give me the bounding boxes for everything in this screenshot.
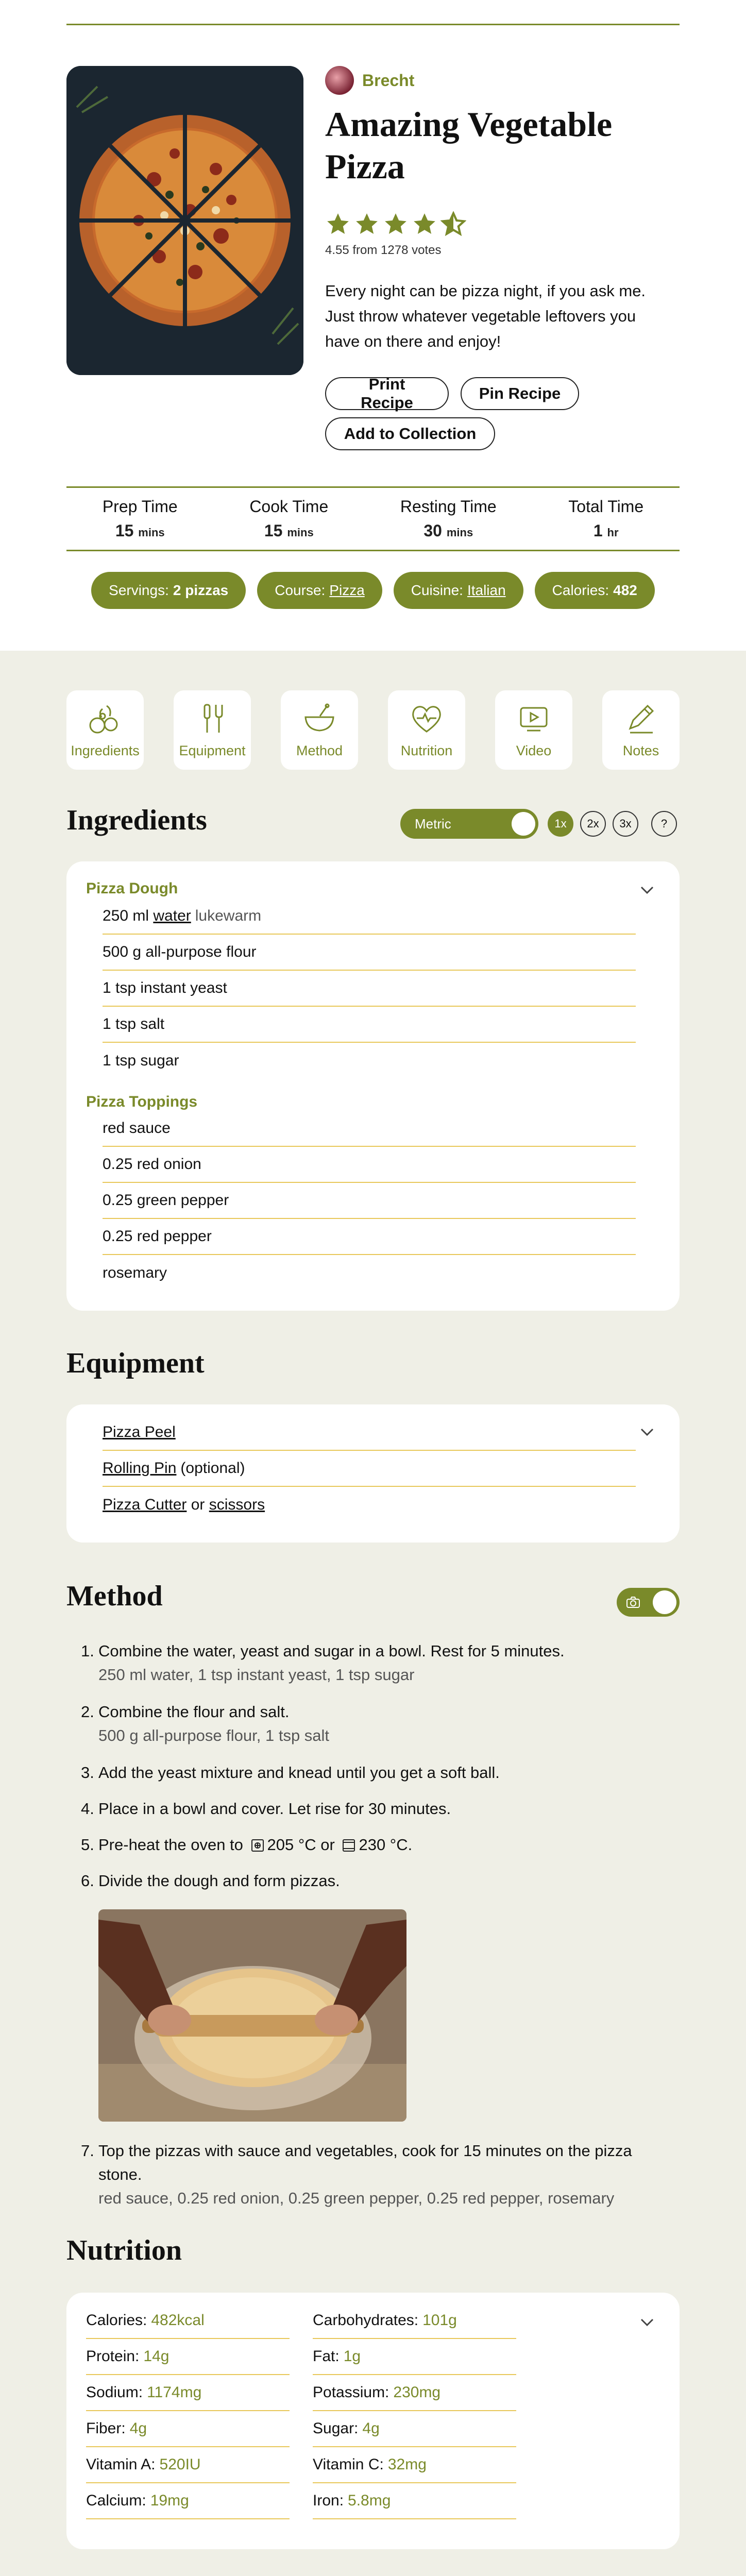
unit-toggle-label: Metric — [415, 816, 451, 832]
multiplier-2x-button[interactable]: 2x — [580, 811, 606, 837]
recipe-times — [66, 486, 680, 551]
time-label: Cook Time — [249, 497, 329, 516]
nutrition-item: Iron: 5.8mg — [313, 2483, 516, 2519]
nutrition-card — [66, 2293, 680, 2549]
time-label: Total Time — [568, 497, 644, 516]
star-icon[interactable] — [325, 211, 351, 237]
oven-conventional-icon — [342, 1839, 355, 1852]
nutrition-item: Fiber: 4g — [86, 2411, 290, 2447]
bowl-icon — [301, 702, 337, 736]
tab-method[interactable] — [281, 690, 358, 770]
equipment-card — [66, 1404, 680, 1543]
ingredient-row: 1 tsp instant yeast — [103, 971, 636, 1007]
time-unit: mins — [446, 526, 473, 539]
equipment-row: Rolling Pin (optional) — [103, 1451, 636, 1487]
course-link[interactable]: Pizza — [329, 582, 365, 598]
nutrition-item: Carbohydrates: 101g — [313, 2303, 516, 2339]
oven-fan-icon — [251, 1839, 264, 1852]
star-icon[interactable] — [383, 211, 409, 237]
star-half-icon[interactable] — [440, 211, 466, 237]
step-ingredients: red sauce, 0.25 red onion, 0.25 green pepper, 0.25 red pepper, rosemary — [98, 2189, 615, 2207]
equipment-link[interactable]: Pizza Peel — [103, 1423, 176, 1440]
top-divider — [66, 24, 680, 25]
author-byline — [325, 66, 414, 95]
ingredients-heading: Ingredients — [66, 804, 207, 836]
ingredient-row: 0.25 red onion — [103, 1147, 636, 1183]
nutrition-item: Vitamin C: 32mg — [313, 2447, 516, 2483]
ingredient-group-title: Pizza Toppings — [86, 1093, 198, 1110]
utensils-icon — [194, 702, 230, 736]
nutrition-item: Sugar: 4g — [313, 2411, 516, 2447]
equipment-row — [103, 1415, 636, 1451]
star-icon[interactable] — [412, 211, 437, 237]
time-unit: mins — [287, 526, 314, 539]
tab-label: Ingredients — [71, 742, 140, 758]
ingredient-row: rosemary — [103, 1264, 167, 1281]
ingredients-card — [66, 861, 680, 1311]
tab-label: Method — [296, 742, 343, 758]
step-ingredients: 250 ml water, 1 tsp instant yeast, 1 tsp sugar — [98, 1666, 415, 1684]
nutrition-item: Potassium: 230mg — [313, 2375, 516, 2411]
tab-ingredients[interactable] — [66, 690, 144, 770]
prep-time — [103, 497, 178, 540]
step-ingredients: 500 g all-purpose flour, 1 tsp salt — [98, 1726, 330, 1744]
pin-recipe-button[interactable]: Pin Recipe — [461, 377, 579, 410]
ingredient-row: 500 g all-purpose flour — [103, 935, 636, 971]
time-value: 15 — [115, 521, 134, 540]
ingredient-group-title: Pizza Dough — [86, 880, 178, 897]
recipe-description: Every night can be pizza night, if you ask me. Just throw whatever vegetable leftovers you have on there and enjoy! — [325, 282, 646, 350]
time-label: Prep Time — [102, 497, 178, 516]
equipment-heading: Equipment — [66, 1347, 205, 1379]
heart-pulse-icon — [409, 702, 445, 736]
author-avatar[interactable] — [325, 66, 354, 95]
total-time — [568, 497, 643, 540]
print-recipe-button[interactable]: Print Recipe — [325, 377, 449, 410]
recipe-meta — [66, 572, 680, 609]
ingredients-icon — [87, 702, 123, 736]
tab-label: Video — [516, 742, 552, 758]
tab-label: Equipment — [179, 742, 246, 758]
nutrition-item: Calories: 482kcal — [86, 2303, 290, 2339]
nutrition-item: Sodium: 1174mg — [86, 2375, 290, 2411]
ingredient-row: 250 ml water lukewarm — [103, 899, 636, 935]
time-label: Resting Time — [400, 497, 497, 516]
nutrition-item: Protein: 14g — [86, 2339, 290, 2375]
chevron-down-icon[interactable] — [639, 885, 655, 895]
section-nav — [66, 690, 680, 770]
star-icon[interactable] — [354, 211, 380, 237]
tab-nutrition[interactable] — [388, 690, 465, 770]
time-value: 1 — [593, 521, 603, 540]
cook-time — [249, 497, 328, 540]
calories-pill: Calories: 482 — [535, 572, 655, 609]
ingredient-link[interactable]: water — [153, 907, 191, 924]
pizza-photo — [66, 66, 303, 375]
method-heading: Method — [66, 1580, 163, 1612]
multiplier-help-button[interactable]: ? — [651, 811, 677, 837]
ingredient-row: 0.25 red pepper — [103, 1219, 636, 1255]
nutrition-heading: Nutrition — [66, 2234, 182, 2266]
cuisine-link[interactable]: Italian — [467, 582, 506, 598]
multiplier-3x-button[interactable]: 3x — [613, 811, 638, 837]
equipment-link[interactable]: scissors — [209, 1496, 265, 1513]
video-icon — [516, 702, 552, 736]
servings-pill[interactable]: Servings: 2 pizzas — [91, 572, 246, 609]
equipment-row: Pizza Cutter or scissors — [103, 1496, 265, 1513]
rating-votes: 4.55 from 1278 votes — [325, 243, 442, 257]
unit-system-toggle[interactable] — [400, 809, 538, 839]
dough-rolling-photo — [98, 1909, 406, 2122]
tab-label: Notes — [622, 742, 659, 758]
time-unit: hr — [607, 526, 619, 539]
nutrition-item: Calcium: 19mg — [86, 2483, 290, 2519]
nutrition-item: Vitamin A: 520IU — [86, 2447, 290, 2483]
tab-video[interactable] — [495, 690, 572, 770]
equipment-link[interactable]: Rolling Pin — [103, 1460, 177, 1477]
chevron-down-icon[interactable] — [639, 1427, 655, 1437]
tab-notes[interactable] — [602, 690, 680, 770]
time-value: 30 — [423, 521, 442, 540]
resting-time — [400, 497, 497, 540]
nutrition-item: Fat: 1g — [313, 2339, 516, 2375]
equipment-link[interactable]: Pizza Cutter — [103, 1496, 187, 1513]
servings-value[interactable]: 2 pizzas — [173, 582, 229, 598]
time-value: 15 — [264, 521, 283, 540]
camera-icon — [626, 1596, 640, 1608]
ingredient-row: 1 tsp sugar — [103, 1052, 179, 1069]
ingredient-row: red sauce — [103, 1111, 636, 1147]
recipe-title: Amazing Vegetable Pizza — [325, 105, 613, 186]
star-rating[interactable] — [325, 211, 466, 237]
ingredient-row: 1 tsp salt — [103, 1007, 636, 1043]
pencil-icon — [623, 702, 659, 736]
ingredient-row: 0.25 green pepper — [103, 1183, 636, 1219]
add-to-collection-button[interactable]: Add to Collection — [325, 417, 495, 450]
method-images-toggle[interactable] — [617, 1588, 680, 1617]
course-pill: Course: Pizza — [257, 572, 382, 609]
multiplier-1x-button[interactable]: 1x — [548, 811, 573, 837]
tab-equipment[interactable] — [174, 690, 251, 770]
author-name[interactable]: Brecht — [362, 71, 415, 90]
time-unit: mins — [138, 526, 165, 539]
calories-value: 482 — [613, 582, 637, 598]
recipe-page: Brecht Amazing Vegetable Pizza 4.55 from 1278 votes Every night can be pizza night, if you ask me. Just throw whatever vegetable leftovers you have on there and enjoy! Print Recipe Pin Recipe Add to Collection Prep Time 15 mins Cook Time 15 mins Resting Time 30 mins Total Time 1 hr Servings: 2 pizzas Course: Pizza Cuisine: Italian Calories: 482 Ingredients Equipment Method Nutrition Video Notes Ingredients Metric 1x 2x 3x ? Pizza Dough 250 ml water lukewarm 500 g all-purpose flour 1 tsp instant yeast 1 tsp salt 1 tsp sugar Pizza Toppings red sauce 0.25 red onion 0.25 green pepper 0.25 red pepper rosemary Equipment Pizza Peel Rolling Pin (optional) Pizza Cutter or scissors Method 1. Combine the water, yeast and sugar in a bowl. Rest for 5 minutes. 250 ml water, 1 tsp instant yeast, 1 tsp sugar 2. Combine the flour and salt. 500 g all-purpose flour, 1 tsp salt 3. Add the yeast mixture and knead until you get a soft ball. 4. Place in a bowl and cover. Let rise for 30 minutes. 5. Pre-heat the oven to 205 °C or 230 °C. 6. Divide the dough and form pizzas. 7. Top the pizzas with sauce and vegetables, cook for 15 minutes on the pizza stone. red sauce, 0.25 red onion, 0.25 green pepper, 0.25 red pepper, rosemary Nutrition Calories: 482kcal Carbohydrates: 101g Protein: 14g Fat: 1g Sodium: 1174mg Potassium: 230mg Fiber: 4g Sugar: 4g Vitamin A: 520IU Vitamin C: 32mg Calcium: 19mg Iron: 5.8mg — [0, 0, 746, 2576]
chevron-down-icon[interactable] — [639, 2317, 655, 2328]
tab-label: Nutrition — [400, 742, 453, 758]
cuisine-pill: Cuisine: Italian — [394, 572, 523, 609]
